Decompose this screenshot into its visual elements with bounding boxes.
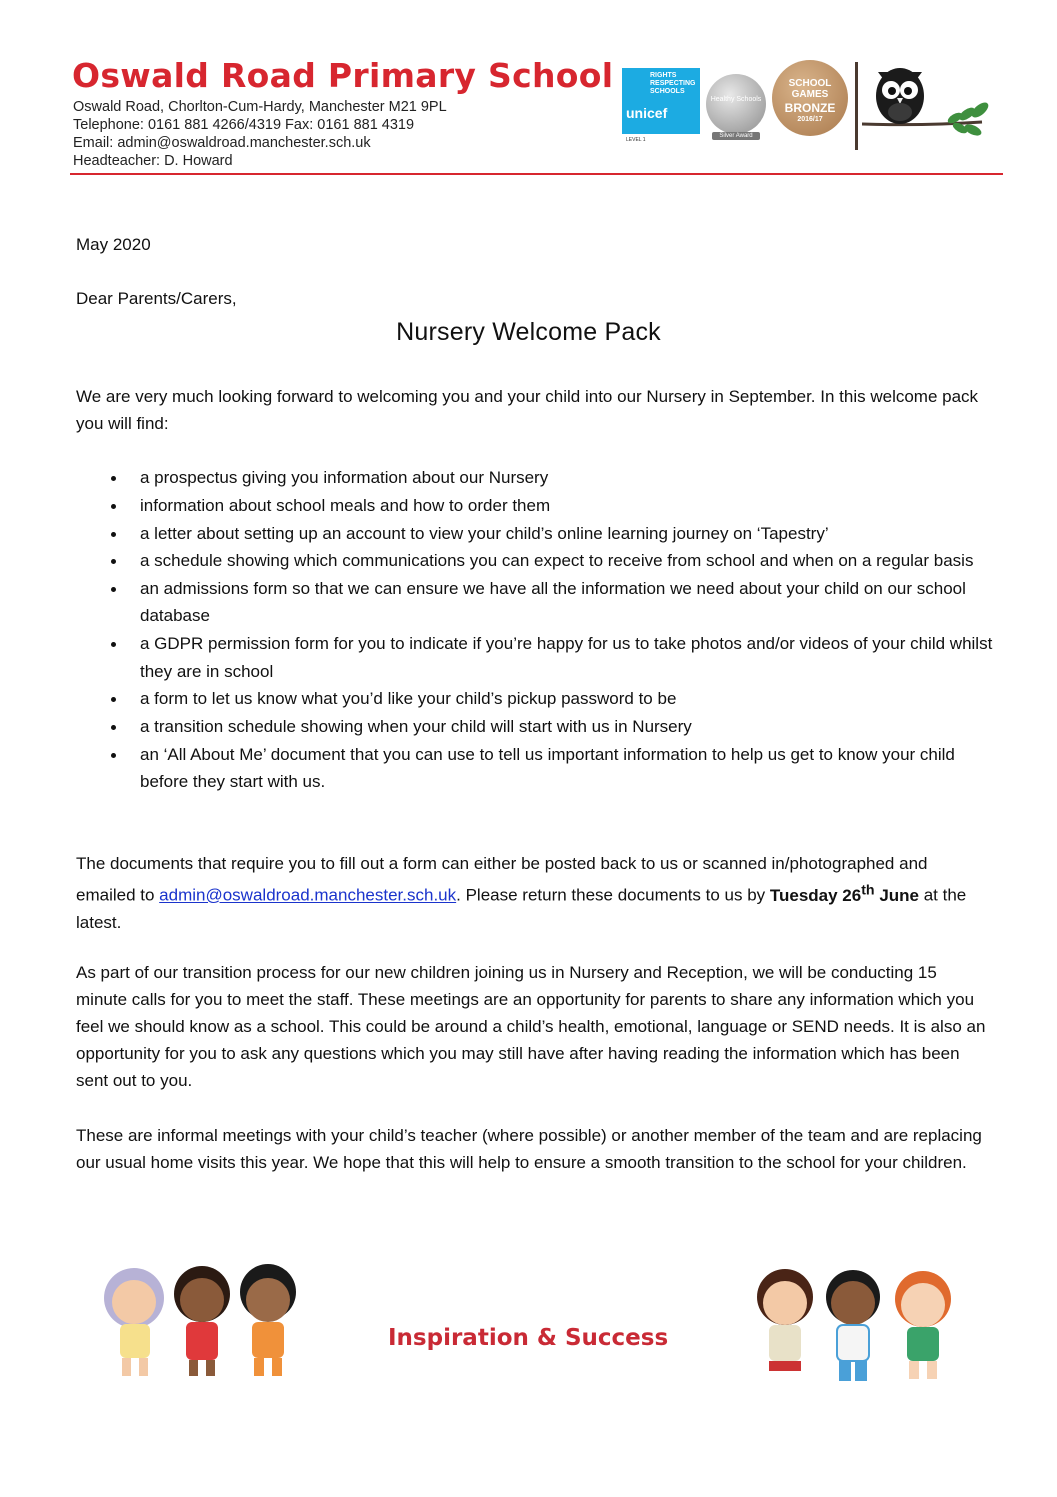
list-item: an ‘All About Me’ document that you can use to tell us important information to help us get to know your child before they start with us. bbox=[105, 741, 995, 796]
list-item: a prospectus giving you information about our Nursery bbox=[105, 464, 995, 491]
list-item: a GDPR permission form for you to indicate if you’re happy for us to take photos and/or videos of your child whilst they are in school bbox=[105, 630, 995, 685]
logo-divider bbox=[855, 62, 858, 150]
list-item: a letter about setting up an account to view your child’s online learning journey on ‘Tapestry’ bbox=[105, 520, 995, 547]
letterhead-divider bbox=[70, 173, 1003, 175]
school-email: Email: admin@oswaldroad.manchester.sch.uk bbox=[73, 135, 371, 151]
letter-date: May 2020 bbox=[76, 235, 151, 254]
email-link[interactable]: admin@oswaldroad.manchester.sch.uk bbox=[159, 885, 457, 905]
list-item: a form to let us know what you’d like your child’s pickup password to be bbox=[105, 685, 995, 712]
welcome-pack-contents bbox=[105, 464, 995, 796]
healthy-schools-award: Silver Award bbox=[712, 132, 760, 140]
unicef-badge-label: RIGHTS RESPECTING SCHOOLS bbox=[650, 72, 696, 95]
school-games-level: BRONZE bbox=[784, 101, 836, 115]
documents-paragraph bbox=[76, 850, 990, 936]
school-address: Oswald Road, Chorlton-Cum-Hardy, Manchester M21 9PL bbox=[73, 99, 447, 115]
return-deadline bbox=[769, 882, 919, 905]
healthy-schools-badge bbox=[706, 74, 766, 139]
letter-salutation: Dear Parents/Carers, bbox=[76, 289, 237, 308]
letter-title: Nursery Welcome Pack bbox=[396, 318, 661, 346]
transition-paragraph: As part of our transition process for our new children joining us in Nursery and Reception, we will be conducting 15 minute calls for you to meet the staff. These meetings are an opportunity for parents to share any information which you feel we should know as a school. This could be around a child’s health, emotional, language or SEND needs. It is also an opportunity for you to ask any questions which you may still have after having reading the information which has been sent out to you. bbox=[76, 963, 986, 1090]
deadline-month: June bbox=[874, 885, 919, 905]
intro-paragraph: We are very much looking forward to welcoming you and your child into our Nursery in September. In this welcome pack you will find: bbox=[76, 387, 979, 433]
healthy-schools-label: Healthy Schools bbox=[710, 96, 762, 103]
list-item: a transition schedule showing when your child will start with us in Nursery bbox=[105, 713, 995, 740]
school-telephone: Telephone: 0161 881 4266/4319 Fax: 0161 881 4319 bbox=[73, 117, 415, 133]
school-motto: Inspiration & Success bbox=[388, 1325, 669, 1351]
list-item: information about school meals and how to order them bbox=[105, 492, 995, 519]
meetings-paragraph: These are informal meetings with your child’s teacher (where possible) or another member of the team and are replacing our usual home visits this year. We hope that this will help to ensure a smooth transition to the school for your children. bbox=[76, 1126, 982, 1172]
unicef-rights-respecting-badge bbox=[622, 68, 700, 143]
award-badges bbox=[622, 60, 1007, 156]
deadline-day: Tuesday 26 bbox=[769, 885, 862, 905]
children-illustration-right bbox=[745, 1265, 965, 1387]
owl-on-branch-icon bbox=[862, 60, 1002, 152]
school-name: Oswald Road Primary School bbox=[72, 56, 614, 95]
documents-text: at the latest. bbox=[76, 885, 967, 932]
school-games-year: 2016/17 bbox=[797, 116, 823, 123]
children-illustration-left bbox=[96, 1262, 311, 1384]
list-item: an admissions form so that we can ensure we have all the information we need about your child on our school database bbox=[105, 575, 995, 630]
unicef-logo-text: unicef bbox=[626, 105, 668, 121]
unicef-badge-level: LEVEL 1 bbox=[626, 137, 646, 143]
school-games-badge bbox=[772, 60, 848, 136]
documents-text: . Please return these documents to us by bbox=[456, 885, 770, 905]
documents-text: The documents that require you to fill out a form can either be posted back to us or scanned in/photographed and emailed to bbox=[76, 854, 928, 905]
headteacher: Headteacher: D. Howard bbox=[73, 153, 233, 169]
list-item: a schedule showing which communications you can expect to receive from school and when on a regular basis bbox=[105, 547, 995, 574]
school-games-label: SCHOOL GAMES bbox=[788, 78, 832, 100]
contact-block bbox=[73, 98, 447, 170]
deadline-suffix: th bbox=[861, 882, 875, 898]
